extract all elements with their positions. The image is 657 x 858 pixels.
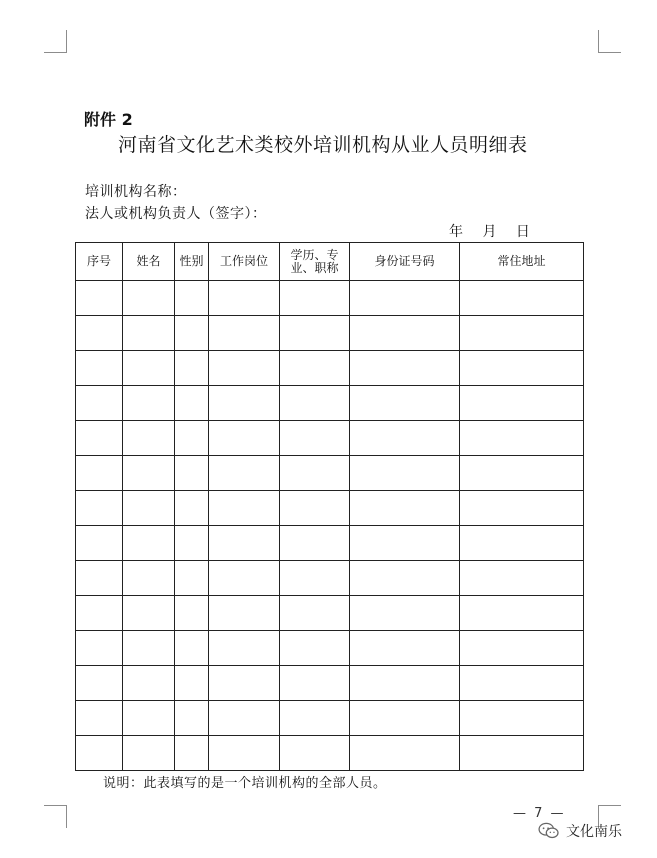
- table-row: [76, 561, 584, 596]
- table-row: [76, 351, 584, 386]
- watermark-text: 文化南乐: [566, 824, 622, 840]
- page-number: — 7 —: [513, 806, 566, 821]
- table-row: [76, 386, 584, 421]
- table-cell: [123, 631, 175, 666]
- table-row: [76, 701, 584, 736]
- date-year: 年: [449, 224, 463, 240]
- table-cell: [76, 526, 123, 561]
- table-row: [76, 491, 584, 526]
- legal-rep-label: 法人或机构负责人（签字）：: [85, 206, 267, 222]
- table-cell: [209, 281, 280, 316]
- table-cell: [280, 701, 350, 736]
- date-day: 日: [515, 224, 530, 240]
- table-cell: [460, 701, 584, 736]
- table-cell: [123, 491, 175, 526]
- table-cell: [460, 631, 584, 666]
- table-cell: [209, 316, 280, 351]
- table-cell: [76, 491, 123, 526]
- table-cell: [76, 736, 123, 771]
- page-title: 河南省文化艺术类校外培训机构从业人员明细表: [118, 134, 528, 156]
- table-cell: [123, 561, 175, 596]
- table-cell: [350, 456, 460, 491]
- table-cell: [209, 526, 280, 561]
- table-cell: [460, 561, 584, 596]
- table-cell: [209, 491, 280, 526]
- table-cell: [76, 386, 123, 421]
- table-cell: [123, 421, 175, 456]
- table-cell: [175, 666, 209, 701]
- table-cell: [175, 421, 209, 456]
- table-cell: [209, 351, 280, 386]
- header-name: 姓名: [123, 243, 175, 281]
- table-cell: [175, 526, 209, 561]
- table-cell: [123, 386, 175, 421]
- table-cell: [123, 736, 175, 771]
- table-cell: [280, 491, 350, 526]
- table-cell: [460, 526, 584, 561]
- table-cell: [175, 631, 209, 666]
- table-cell: [280, 526, 350, 561]
- table-cell: [175, 316, 209, 351]
- table-row: [76, 316, 584, 351]
- table-cell: [350, 596, 460, 631]
- table-cell: [123, 351, 175, 386]
- staff-table: [75, 242, 584, 771]
- table-cell: [209, 561, 280, 596]
- table-cell: [209, 666, 280, 701]
- table-cell: [460, 666, 584, 701]
- table-cell: [350, 526, 460, 561]
- table-row: [76, 421, 584, 456]
- table-cell: [209, 456, 280, 491]
- header-id-number: 身份证号码: [350, 243, 460, 281]
- table-row: [76, 456, 584, 491]
- header-address: 常住地址: [460, 243, 584, 281]
- org-name-label: 培训机构名称：: [85, 184, 187, 200]
- header-education: 学历、专业、职称: [280, 243, 350, 281]
- table-cell: [123, 456, 175, 491]
- table-row: [76, 666, 584, 701]
- table-cell: [280, 456, 350, 491]
- table-header-row: [76, 243, 584, 281]
- table-cell: [280, 351, 350, 386]
- table-cell: [460, 456, 584, 491]
- table-cell: [76, 351, 123, 386]
- table-cell: [350, 281, 460, 316]
- table-cell: [175, 596, 209, 631]
- table-cell: [175, 561, 209, 596]
- table-cell: [123, 701, 175, 736]
- table-cell: [280, 386, 350, 421]
- table-row: [76, 631, 584, 666]
- date-month: 月: [482, 224, 497, 240]
- table-cell: [76, 561, 123, 596]
- table-cell: [123, 316, 175, 351]
- attachment-label: 附件 2: [84, 110, 133, 129]
- table-cell: [76, 596, 123, 631]
- table-cell: [175, 386, 209, 421]
- table-cell: [280, 421, 350, 456]
- table-cell: [350, 421, 460, 456]
- table-cell: [280, 666, 350, 701]
- table-cell: [209, 386, 280, 421]
- table-cell: [460, 421, 584, 456]
- crop-mark-top-right: [598, 30, 621, 53]
- table-cell: [350, 351, 460, 386]
- table-cell: [123, 526, 175, 561]
- table-cell: [460, 281, 584, 316]
- table-cell: [175, 701, 209, 736]
- table-cell: [280, 736, 350, 771]
- table-row: [76, 281, 584, 316]
- table-cell: [123, 281, 175, 316]
- table-cell: [350, 386, 460, 421]
- table-cell: [350, 561, 460, 596]
- table-cell: [123, 666, 175, 701]
- table-cell: [123, 596, 175, 631]
- table-cell: [460, 596, 584, 631]
- table-cell: [209, 701, 280, 736]
- table-cell: [76, 701, 123, 736]
- header-position: 工作岗位: [209, 243, 280, 281]
- table-cell: [280, 596, 350, 631]
- table-cell: [76, 631, 123, 666]
- table-row: [76, 526, 584, 561]
- table-cell: [209, 596, 280, 631]
- table-cell: [460, 491, 584, 526]
- note: 说明：此表填写的是一个培训机构的全部人员。: [103, 776, 387, 791]
- table-cell: [76, 421, 123, 456]
- table-row: [76, 596, 584, 631]
- table-cell: [280, 316, 350, 351]
- table-row: [76, 736, 584, 771]
- table-cell: [460, 736, 584, 771]
- header-gender: 性别: [175, 243, 209, 281]
- table-cell: [350, 631, 460, 666]
- table-cell: [350, 491, 460, 526]
- table-cell: [280, 561, 350, 596]
- table-cell: [209, 421, 280, 456]
- table-cell: [350, 736, 460, 771]
- table-cell: [175, 736, 209, 771]
- wechat-icon: [538, 822, 560, 840]
- table-cell: [460, 351, 584, 386]
- table-cell: [280, 281, 350, 316]
- table-cell: [175, 351, 209, 386]
- header-serial-number: 序号: [76, 243, 123, 281]
- table-cell: [350, 316, 460, 351]
- date-line: [449, 221, 545, 241]
- table-cell: [350, 666, 460, 701]
- table-cell: [209, 736, 280, 771]
- crop-mark-bottom-left: [44, 805, 67, 828]
- table-cell: [175, 456, 209, 491]
- table-cell: [175, 281, 209, 316]
- table-cell: [350, 701, 460, 736]
- table-cell: [460, 316, 584, 351]
- table-body: [76, 281, 584, 771]
- table-cell: [76, 666, 123, 701]
- table-cell: [76, 456, 123, 491]
- table-cell: [76, 281, 123, 316]
- table-cell: [175, 491, 209, 526]
- watermark: [538, 821, 622, 841]
- table-cell: [280, 631, 350, 666]
- table-cell: [460, 386, 584, 421]
- crop-mark-top-left: [44, 30, 67, 53]
- table-cell: [76, 316, 123, 351]
- table-cell: [209, 631, 280, 666]
